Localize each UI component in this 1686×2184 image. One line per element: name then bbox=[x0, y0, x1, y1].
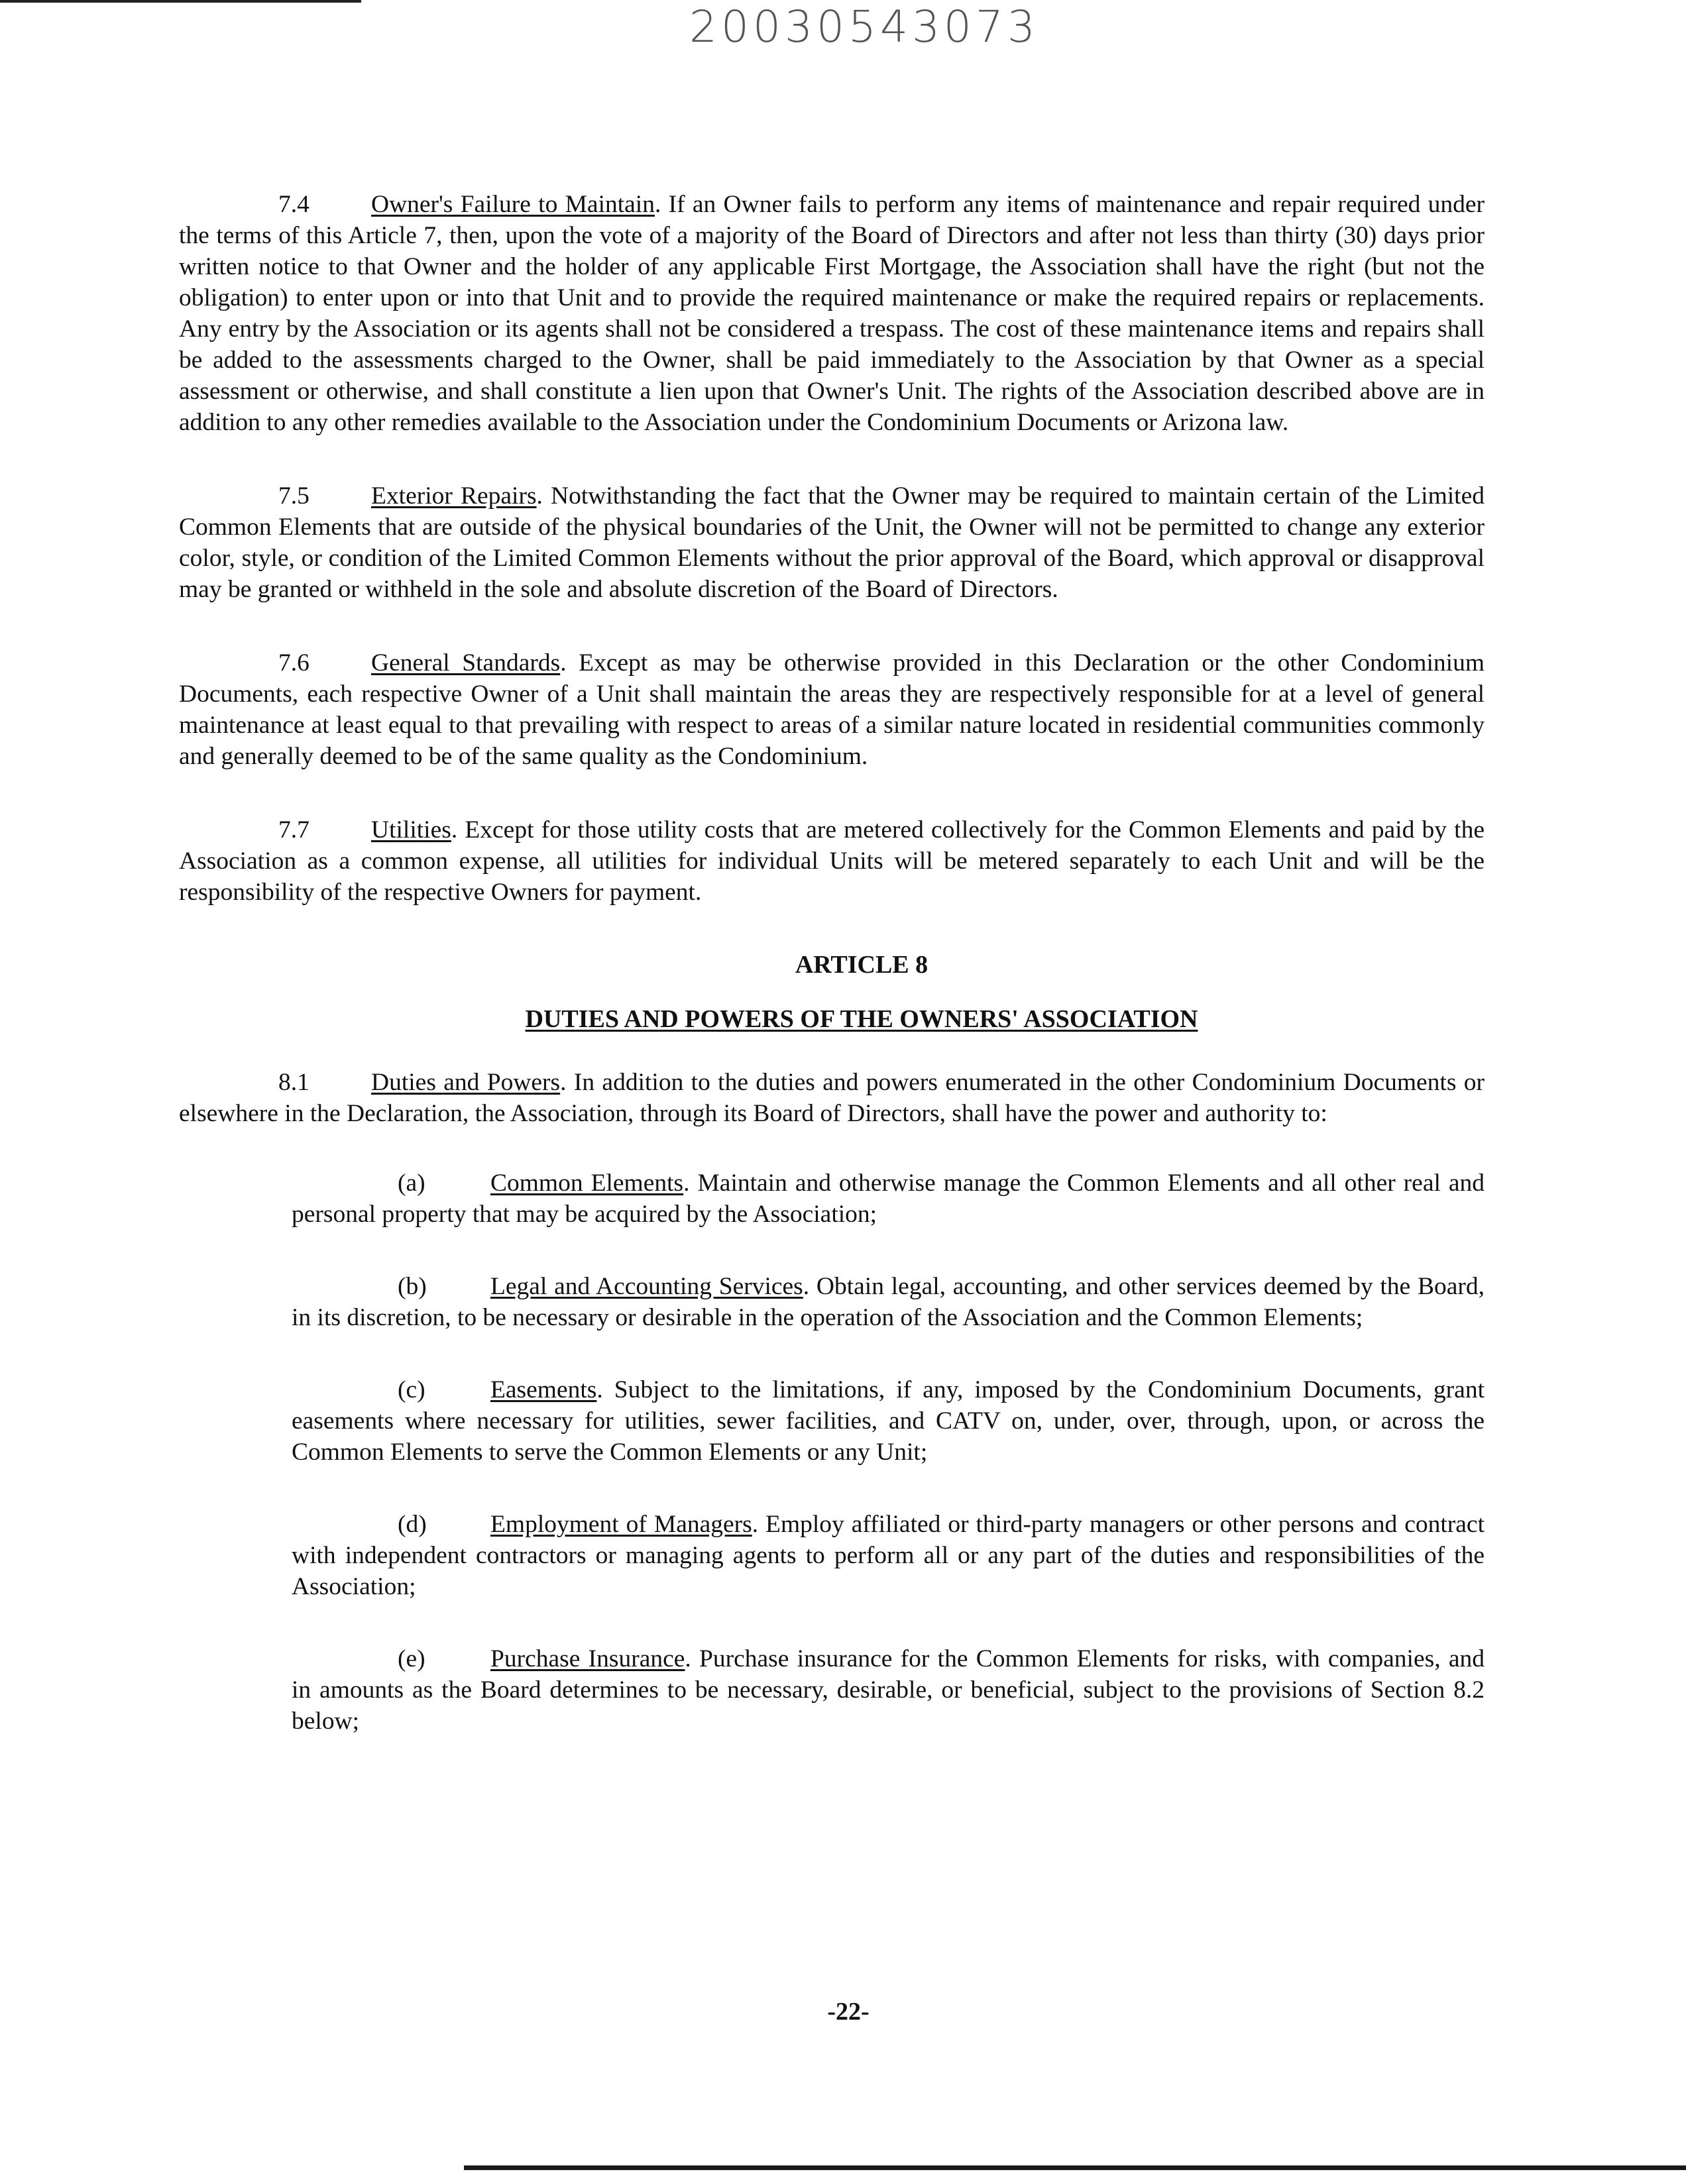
section-text: . If an Owner fails to perform any items of maintenance and repair required under the terms of this Article 7, then, upon the vote of a majority of the Board of Directors and after not less than thirty (30) days prior written notice to that Owner and the holder of any applicable First Mortgage, the Association shall have the right (but not the obligation) to enter upon or into that Unit and to provide the required maintenance or make the required repairs or replacements. Any entry by the Association or its agents shall not be considered a trespass. The cost of these maintenance items and repairs shall be added to the assessments charged to the Owner, shall be paid immediately to the Association by that Owner as a special assessment or otherwise, and shall constitute a lien upon that Owner's Unit. The rights of the Association described above are in addition to any other remedies available to the Association under the Condominium Documents or Arizona law. bbox=[179, 191, 1485, 436]
section-text: . Except for those utility costs that are metered collectively for the Common Elements and paid by the Association as a common expense, all utilities for individual Units will be metered separately to each Unit and will be the responsibility of the respective Owners for payment. bbox=[179, 816, 1485, 906]
subsection-title: Common Elements bbox=[490, 1170, 684, 1197]
section-7-7 bbox=[179, 814, 1485, 908]
section-text: . In addition to the duties and powers enumerated in the other Condominium Documents or elsewhere in the Declaration, the Association, through its Board of Directors, shall have the power and authority to: bbox=[179, 1069, 1485, 1127]
section-7-4 bbox=[179, 189, 1485, 438]
document-body bbox=[179, 189, 1485, 1778]
section-title: Duties and Powers bbox=[371, 1069, 561, 1096]
section-text: . Notwithstanding the fact that the Owner may be required to maintain certain of the Limited Common Elements that are outside of the physical boundaries of the Unit, the Owner will not be permitted to change any exterior color, style, or condition of the Limited Common Elements without the prior approval of the Board, which approval or disapproval may be granted or withheld in the sole and absolute discretion of the Board of Directors. bbox=[179, 482, 1485, 603]
section-number: 7.6 bbox=[278, 649, 309, 677]
section-title: Exterior Repairs bbox=[371, 482, 537, 510]
section-text: . Except as may be otherwise provided in this Declaration or the other Condominium Documents, each respective Owner of a Unit shall maintain the areas they are respectively responsible for at a level of general maintenance at least equal to that prevailing with respect to areas of a similar nature located in residential communities commonly and generally deemed to be of the same quality as the Condominium. bbox=[179, 649, 1485, 770]
section-number: 7.4 bbox=[278, 191, 309, 218]
bottom-rule bbox=[464, 2165, 1686, 2170]
subsection-d bbox=[292, 1509, 1485, 1602]
article-title: DUTIES AND POWERS OF THE OWNERS' ASSOCIATION bbox=[525, 1005, 1198, 1033]
section-title: Utilities bbox=[371, 816, 451, 844]
article-number: ARTICLE 8 bbox=[795, 951, 928, 979]
subsection-title: Easements bbox=[490, 1376, 597, 1403]
section-title: General Standards bbox=[371, 649, 561, 677]
page-number: -22- bbox=[827, 1998, 870, 2026]
section-7-6 bbox=[179, 647, 1485, 772]
subsection-label: (a) bbox=[398, 1170, 425, 1197]
subsection-title: Purchase Insurance bbox=[490, 1645, 685, 1672]
subsection-c bbox=[292, 1374, 1485, 1468]
section-8-1 bbox=[179, 1067, 1485, 1129]
subsection-e bbox=[292, 1643, 1485, 1737]
subsection-label: (c) bbox=[398, 1376, 425, 1403]
subsection-text: . Purchase insurance for the Common Elements for risks, with companies, and in amounts as the Board determines to be necessary, desirable, or beneficial, subject to the provisions of Section 8.2 below; bbox=[292, 1645, 1485, 1735]
document-number: 20030543073 bbox=[689, 1, 1039, 52]
subsection-text: . Subject to the limitations, if any, imposed by the Condominium Documents, grant easements where necessary for utilities, sewer facilities, and CATV on, under, over, through, upon, or across the Common Elements to serve the Common Elements or any Unit; bbox=[292, 1376, 1485, 1466]
subsection-text: . Employ affiliated or third-party managers or other persons and contract with independent contractors or managing agents to perform all or any part of the duties and responsibilities of the Association; bbox=[292, 1511, 1485, 1600]
section-7-5 bbox=[179, 480, 1485, 605]
subsection-label: (e) bbox=[398, 1645, 425, 1672]
subsection-a bbox=[292, 1168, 1485, 1230]
subsection-text: . Maintain and otherwise manage the Common Elements and all other real and personal property that may be acquired by the Association; bbox=[292, 1170, 1485, 1228]
subsection-b bbox=[292, 1271, 1485, 1333]
section-title: Owner's Failure to Maintain bbox=[371, 191, 655, 218]
subsection-text: . Obtain legal, accounting, and other services deemed by the Board, in its discretion, to be necessary or desirable in the operation of the Association and the Common Elements; bbox=[292, 1273, 1485, 1331]
subsection-title: Legal and Accounting Services bbox=[490, 1273, 803, 1300]
subsection-label: (b) bbox=[398, 1273, 427, 1300]
section-number: 8.1 bbox=[278, 1069, 309, 1096]
top-rule bbox=[0, 0, 361, 3]
subsection-label: (d) bbox=[398, 1511, 427, 1538]
subsection-title: Employment of Managers bbox=[490, 1511, 752, 1538]
section-number: 7.7 bbox=[278, 816, 309, 844]
section-number: 7.5 bbox=[278, 482, 309, 510]
